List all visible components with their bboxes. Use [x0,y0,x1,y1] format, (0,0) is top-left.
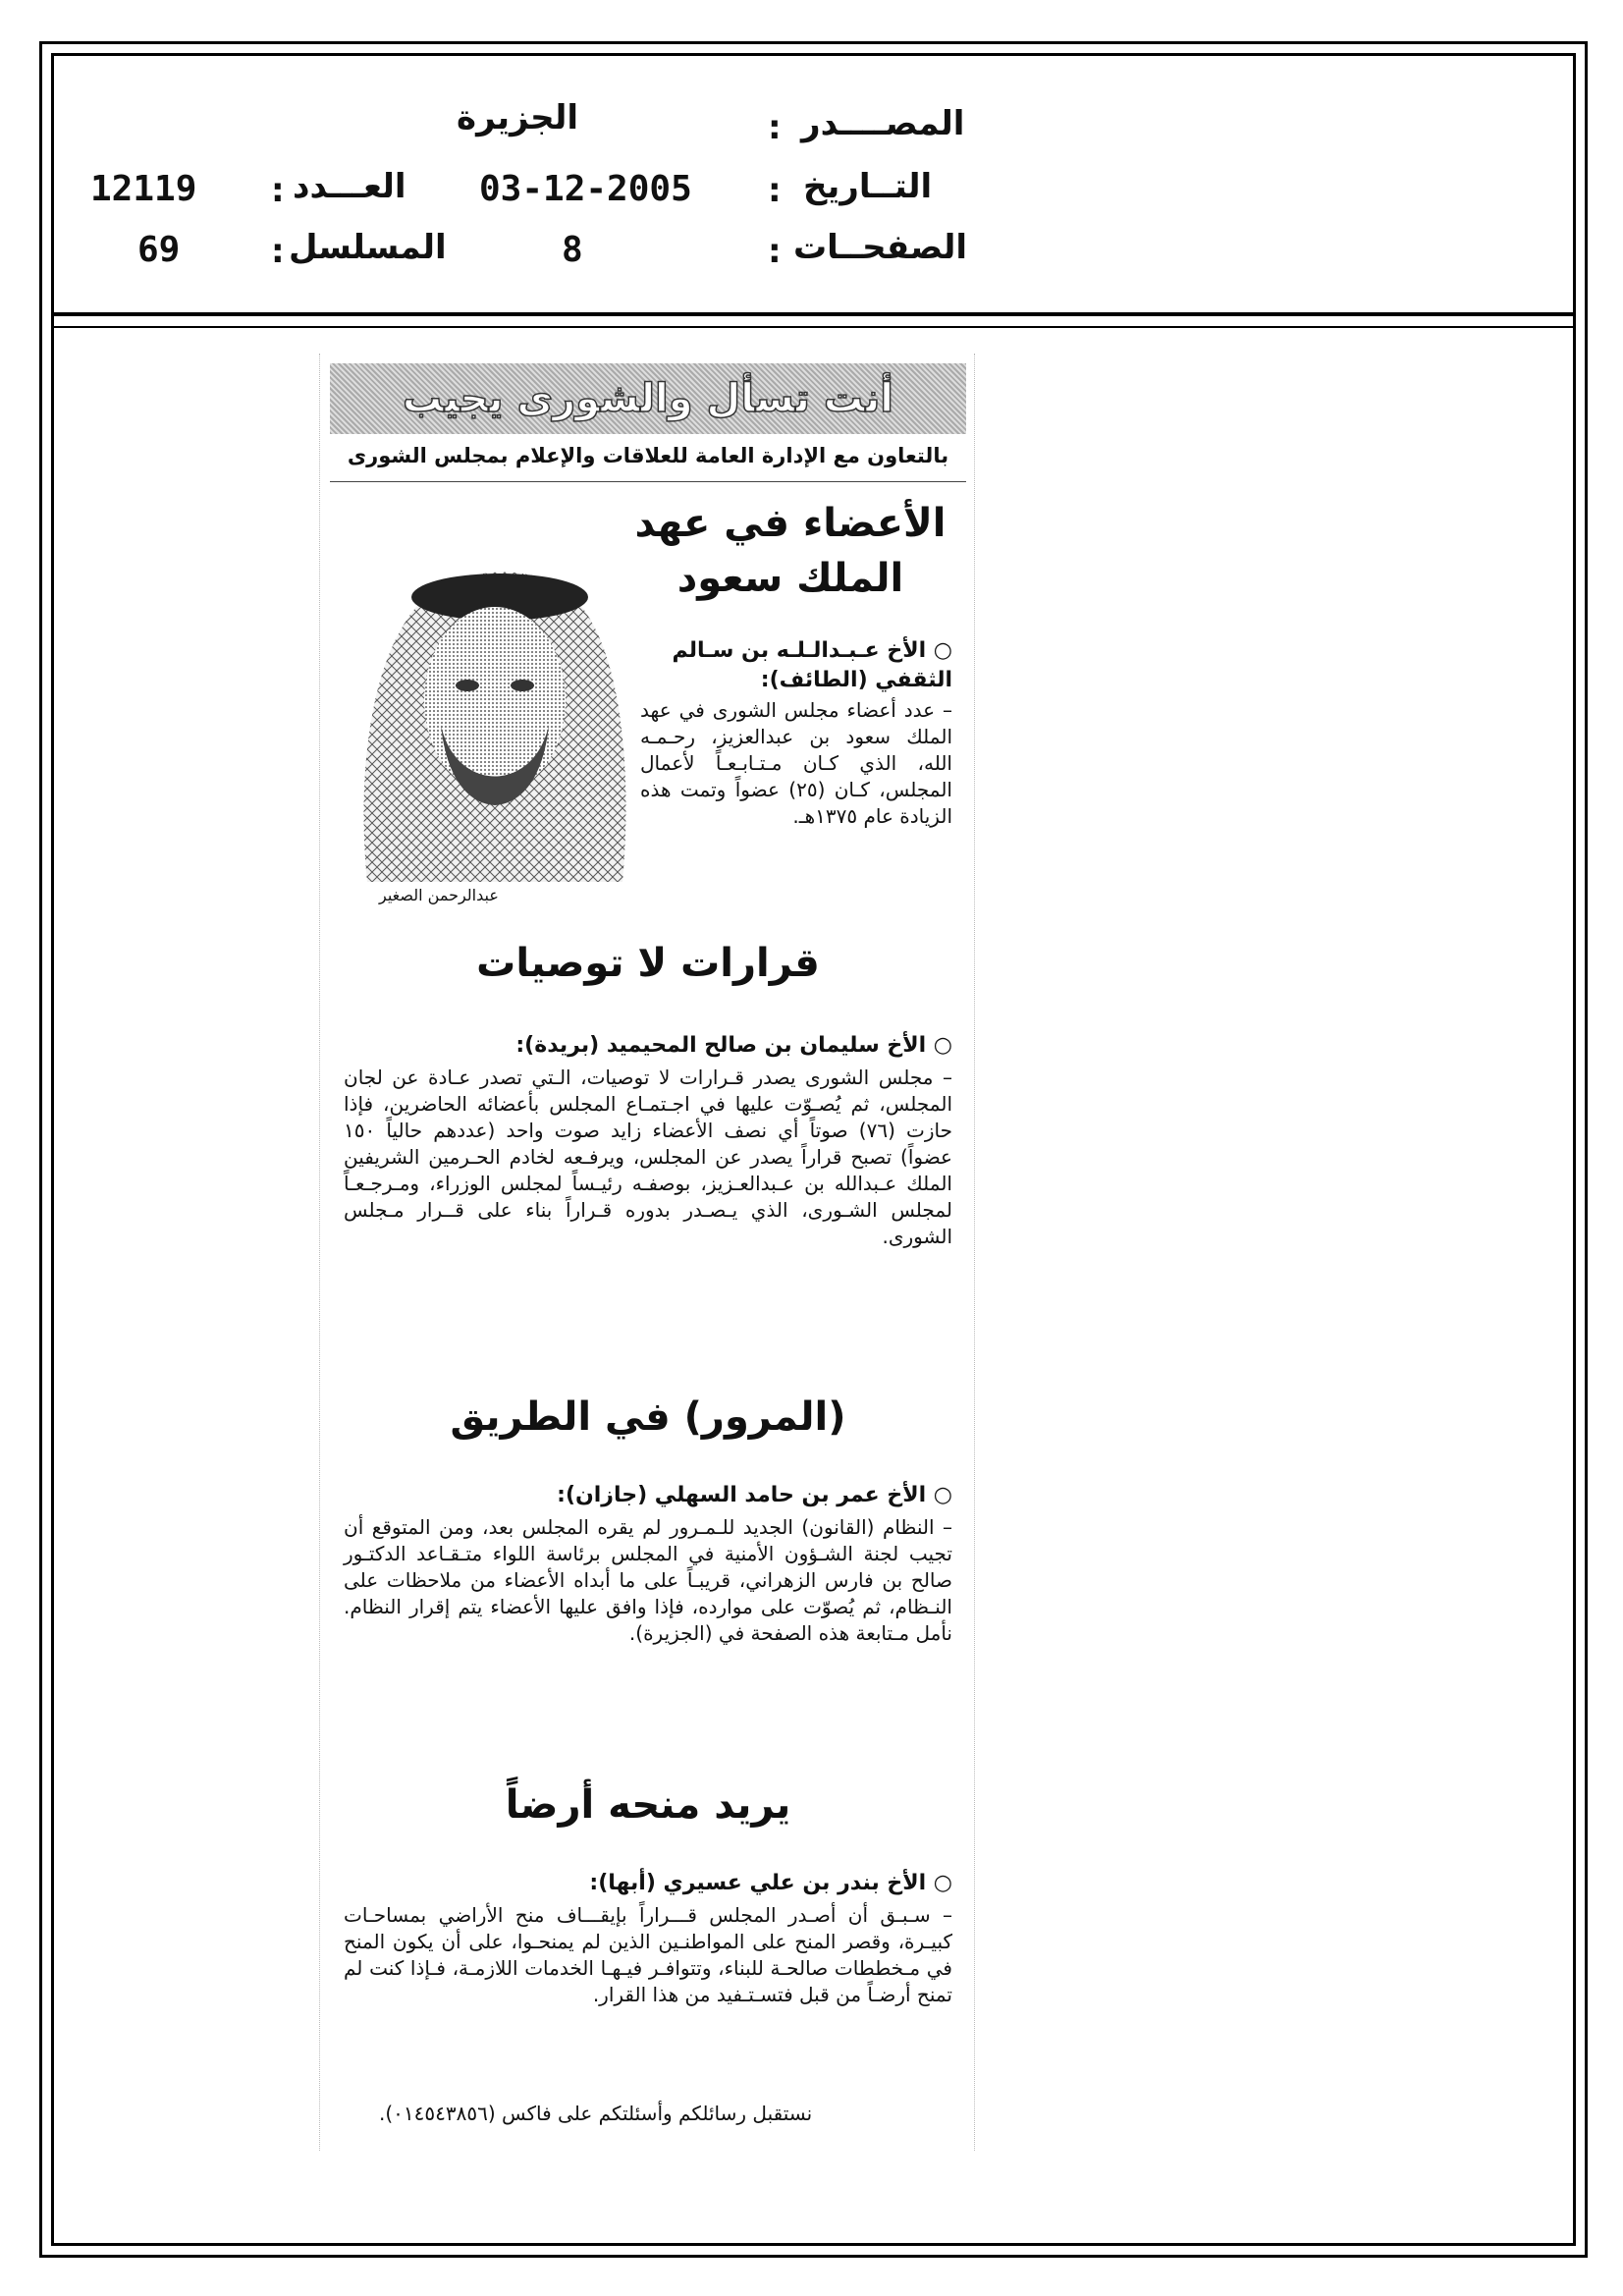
source-colon: : [768,108,782,147]
fax-note: نستقبل رسائلكم وأسئلتكم على فاكس (٠١٤٥٤٣٨٥٦). [379,2102,813,2125]
answer-text: – مجلس الشورى يصدر قـرارات لا توصيات، الـتي تصدر عـادة عن لجان المجلس، ثم يُصـوّت عليها في اجـتمـاع المجلس بأعضائه الحاضرين، فإذا حازت (٧٦) صوتاً أي نصف الأعضاء زايد صوت واحد (عددهم حالياً ١٥٠ عضواً) تصبح قراراً يصدر عن المجلس، ويرفـعه لخادم الحـرمين الشريفين الملك عـبدالله بن عـبدالعـزيز، بوصفـه رئيـساً لمجلس الوزراء، ومـرجـعـاً لمجلس الشـورى، الذي يـصـدر بدوره قـراراً بناء على قــرار مـجلس الشورى. [344,1066,952,1248]
answer-text: – النظام (القانون) الجديد للـمـرور لم يقره المجلس بعد، ومن المتوقع أن تجيب لجنة الشـؤون الأمنية في المجلس برئاسة اللواء متـقـاعد الدكتـور صالح بن فارس الزهراني، قريبـاً على ما أبداه الأعضاء من ملاحظات على النـظام، ثم يُصوّت على موارده، فإذا وافق عليها الأعضاء يتم إقرار النظام. نأمل مـتابعة هذه الصفحة في (الجزيرة). [344,1515,952,1645]
asker: ○ الأخ عمر بن حامد السهلي (جازان): [557,1483,952,1507]
asker: ○ الأخ عـبـدالـلـه بن سـالم [672,638,952,663]
section-title: يريد منحه أرضاً [505,1782,791,1828]
issue-colon: : [271,171,285,210]
portrait-photo [338,528,642,882]
asker-2: الثقفي (الطائف): [760,668,952,692]
header-divider-thin [51,326,1576,328]
issue-label: العـــدد [293,167,406,206]
serial-colon: : [271,232,285,271]
cooperation-divider [330,481,966,482]
banner-text: أنت تسأل والشورى يجيب [403,376,893,421]
section-title: قرارات لا توصيات [476,941,820,986]
cooperation-line: بالتعاون مع الإدارة العامة للعلاقات والإعلام بمجلس الشورى [347,444,949,467]
date-label: التــاريخ [803,167,933,206]
newspaper-clipping [319,354,975,2151]
section-title: (المرور) في الطريق [450,1394,846,1440]
photo-caption: عبدالرحمن الصغير [379,886,499,904]
section-title: الأعضاء في عهد [634,501,947,546]
source-value: الجزيرة [457,98,579,137]
answer-text: – سـبـق أن أصـدر المجلس قـــراراً بإيقـــاف منح الأراضي بمساحـات كبيـرة، وقصر المنح على المواطنـين الذين لم يمنحـوا، على أن يكون المنح في مـخططات صالحـة للبناء، وتتوافـر فيـهـا الخدمات اللازمـة، فـإذا كنت لم تمنح أرضـاً من قبل فتسـتـفيد من هذا القرار. [344,1903,952,2006]
date-colon: : [768,171,782,210]
pages-value: 8 [562,230,583,270]
asker: ○ الأخ بندر بن علي عسيري (أبها): [589,1871,952,1895]
serial-value: 69 [137,230,181,270]
asker: ○ الأخ سليمان بن صالح المحيميد (بريدة): [515,1033,952,1058]
pages-colon: : [768,232,782,271]
answer-text: – عدد أعضاء مجلس الشورى في عهد الملك سعود بن عبدالعزيز، رحـمـه الله، الذي كـان مـتـابـعـاً لأعمال المجلس، كـان (٢٥) عضواً وتمت هذه الزيادة عام ١٣٧٥هـ. [640,698,952,828]
serial-label: المسلسل [289,228,447,267]
section-title-2: الملك سعود [676,556,904,601]
issue-value: 12119 [90,169,197,209]
header-divider [51,312,1576,316]
date-value: 03-12-2005 [479,169,692,209]
banner [330,363,966,434]
pages-label: الصفحــات [793,228,968,267]
source-label: المصــــدر [801,104,965,143]
